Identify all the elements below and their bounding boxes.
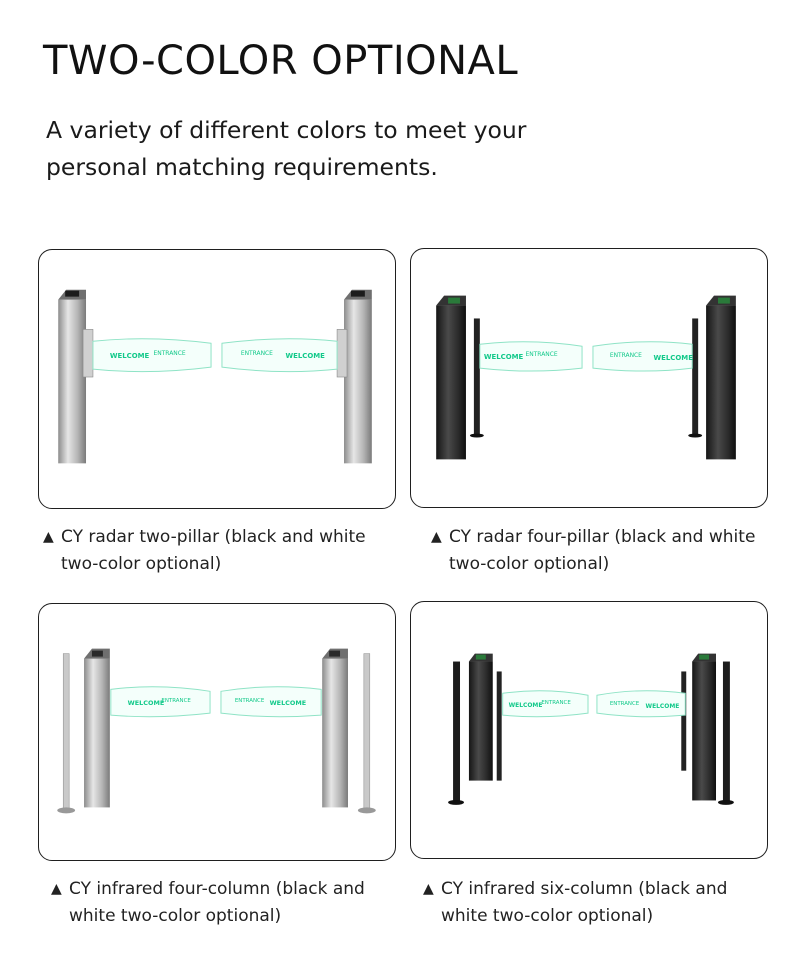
- sign-welcome: WELCOME: [285, 352, 325, 361]
- post: [681, 671, 686, 770]
- sign-entrance: ENTRANCE: [609, 701, 640, 708]
- product-card-infrared-six-column: [410, 601, 768, 859]
- sign-entrance: ENTRANCE: [161, 698, 191, 705]
- sign-entrance: ENTRANCE: [525, 351, 558, 359]
- product-card-radar-two-pillar: [38, 249, 396, 509]
- caption-text: CY infrared six-column (black and white two-color optional): [441, 879, 728, 926]
- post: [453, 662, 460, 803]
- product-caption-infrared-six-column: [423, 876, 753, 930]
- product-caption-radar-four-pillar: [431, 524, 771, 578]
- post: [364, 654, 370, 811]
- product-image-infrared-four-column: [39, 604, 395, 860]
- radar-sensor: [65, 291, 79, 297]
- product-card-radar-four-pillar: [410, 248, 768, 508]
- product-image-infrared-six-column: [411, 602, 767, 858]
- sign-entrance: ENTRANCE: [541, 700, 571, 707]
- pillar: [706, 306, 736, 460]
- pillar: [344, 300, 372, 464]
- post: [63, 654, 69, 811]
- pillar: [322, 659, 348, 808]
- pillar: [469, 662, 493, 781]
- product-image-radar-two-pillar: [39, 250, 395, 508]
- sign-entrance: ENTRANCE: [234, 698, 265, 705]
- sign-entrance: ENTRANCE: [240, 350, 273, 358]
- product-card-infrared-four-column: [38, 603, 396, 861]
- caption-text: CY radar four-pillar (black and white two-color optional): [449, 527, 756, 574]
- sign-welcome: WELCOME: [127, 699, 165, 708]
- sign-welcome: WELCOME: [508, 702, 543, 710]
- page-title: TWO-COLOR OPTIONAL: [43, 38, 519, 84]
- triangle-icon: ▲: [43, 529, 54, 545]
- sign-welcome: WELCOME: [645, 703, 680, 711]
- sign-entrance: ENTRANCE: [609, 352, 642, 360]
- product-caption-radar-two-pillar: [43, 524, 383, 578]
- pillar: [692, 662, 716, 801]
- post: [723, 662, 730, 803]
- post: [474, 318, 480, 435]
- caption-text: CY radar two-pillar (black and white two-color optional): [61, 527, 366, 574]
- page-subtitle: A variety of different colors to meet your personal matching requirements.: [46, 116, 527, 181]
- pillar: [436, 306, 466, 460]
- product-caption-infrared-four-column: [51, 876, 381, 930]
- sign-welcome: WELCOME: [269, 699, 307, 708]
- pillar: [58, 300, 86, 464]
- sign-welcome: WELCOME: [109, 352, 150, 361]
- triangle-icon: ▲: [423, 881, 434, 897]
- triangle-icon: ▲: [51, 881, 62, 897]
- sign-entrance: ENTRANCE: [153, 350, 186, 358]
- caption-text: CY infrared four-column (black and white two-color optional): [69, 879, 365, 926]
- triangle-icon: ▲: [431, 529, 442, 545]
- post: [497, 671, 502, 780]
- product-image-radar-four-pillar: [411, 249, 767, 507]
- pillar: [84, 659, 110, 808]
- sign-welcome: WELCOME: [483, 353, 524, 362]
- sign-welcome: WELCOME: [653, 354, 693, 363]
- post: [692, 318, 698, 435]
